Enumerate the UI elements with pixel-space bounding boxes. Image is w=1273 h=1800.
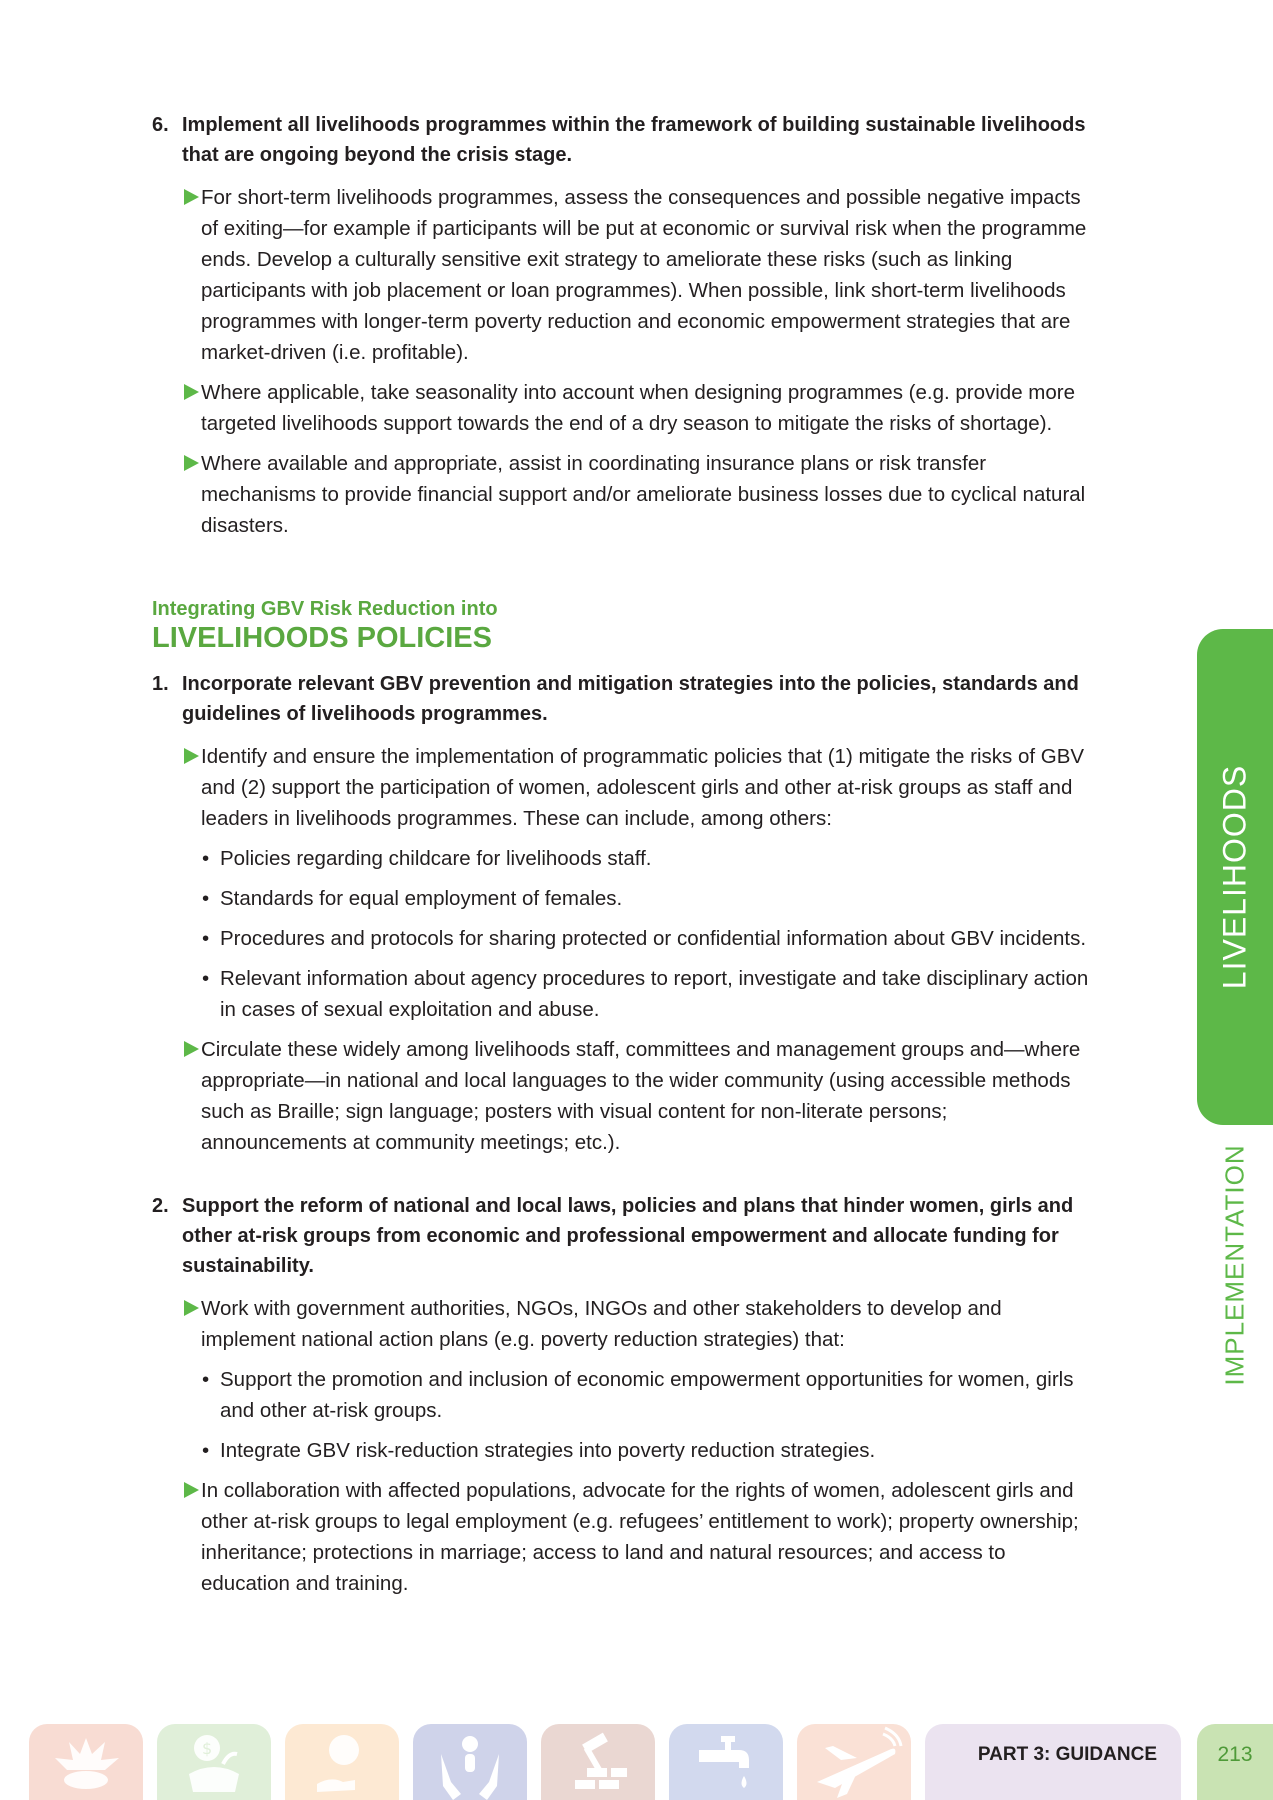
item-number: 6. [152, 114, 169, 136]
footer-part-label [925, 1724, 1181, 1800]
point-text: Work with government authorities, NGOs, INGOs and other stakeholders to develop and implement national action plans (e.g. poverty reduction strategies) that: [201, 1297, 1002, 1351]
bullet-point [152, 1364, 1092, 1426]
bullet-text: Relevant information about agency procedures to report, investigate and take disciplinary action in cases of sexual exploitation and abuse. [220, 967, 1089, 1021]
bullet-text: Procedures and protocols for sharing protected or confidential information about GBV incidents. [220, 927, 1087, 950]
item-heading: Implement all livelihoods programmes within the framework of building sustainable livelihoods that are ongoing beyond the crisis stage. [182, 114, 1086, 166]
bullet-text: Standards for equal employment of females. [220, 887, 623, 910]
item-heading: Incorporate relevant GBV prevention and mitigation strategies into the policies, standards and guidelines of livelihoods programmes. [182, 673, 1079, 725]
svg-text:$: $ [202, 1739, 213, 1758]
section-subtitle: Integrating GBV Risk Reduction into [152, 598, 498, 620]
page-number-box [1197, 1724, 1273, 1800]
bullet-dot: • [202, 1368, 210, 1391]
bullet-text: Integrate GBV risk-reduction strategies into poverty reduction strategies. [220, 1439, 876, 1462]
airplane-icon [797, 1724, 911, 1800]
part-label-text: PART 3: GUIDANCE [977, 1744, 1157, 1765]
side-tab-label: IMPLEMENTATION [1219, 1144, 1250, 1386]
arrow-point [152, 448, 1092, 541]
arrow-point [152, 1475, 1092, 1599]
green-triangle-icon [184, 1300, 199, 1316]
bullet-dot: • [202, 927, 210, 950]
person-food-icon [285, 1724, 399, 1800]
green-triangle-icon [184, 384, 199, 400]
spacer [152, 1167, 1092, 1191]
green-triangle-icon [184, 1041, 199, 1057]
bullet-text: Policies regarding childcare for livelihoods staff. [220, 847, 652, 870]
green-triangle-icon [184, 748, 199, 764]
bullet-point [152, 963, 1092, 1025]
arrow-point [152, 1034, 1092, 1158]
arrow-point [152, 377, 1092, 439]
bullet-point [152, 883, 1092, 914]
bullet-point [152, 1435, 1092, 1466]
point-text: In collaboration with affected populations, advocate for the rights of women, adolescent girls and other at-risk groups to legal employment (e.g. refugees’ entitlement to work); property ownership; inheritance; protections in marriage; access to land and natural resources; and access to education and training. [201, 1479, 1079, 1595]
hands-protection-icon [413, 1724, 527, 1800]
bullet-point [152, 843, 1092, 874]
hammer-bricks-icon [541, 1724, 655, 1800]
item-number: 2. [152, 1195, 169, 1217]
green-triangle-icon [184, 1482, 199, 1498]
numbered-item-1 [152, 669, 1092, 729]
bullet-dot: • [202, 887, 210, 910]
arrow-point [152, 182, 1092, 368]
point-text: Circulate these widely among livelihoods staff, committees and management groups and—where appropriate—in national and local languages to the wider community (using accessible methods such as Braille; sign language; posters with visual content for non-literate persons; announcements at community meetings; etc.). [201, 1038, 1081, 1154]
arrow-point [152, 1293, 1092, 1355]
main-content [152, 110, 1092, 1608]
side-tab-label: LIVELIHOODS [1216, 764, 1253, 990]
side-tab-implementation [1197, 1145, 1273, 1385]
bullet-dot: • [202, 967, 210, 990]
green-triangle-icon [184, 455, 199, 471]
numbered-item-6 [152, 110, 1092, 170]
green-triangle-icon [184, 189, 199, 205]
point-text: Where applicable, take seasonality into account when designing programmes (e.g. provide more targeted livelihoods support towards the end of a dry season to mitigate the risks of shortage). [201, 381, 1076, 435]
bullet-dot: • [202, 1439, 210, 1462]
point-text: For short-term livelihoods programmes, assess the consequences and possible negative impacts of exiting—for example if participants will be put at economic or survival risk when the programme ends. Develop a culturally sensitive exit strategy to ameliorate these risks (such as linking participants with job placement or loan programmes). When possible, link short-term livelihoods programmes with longer-term poverty reduction and economic empowerment strategies that are market-driven (i.e. profitable). [201, 186, 1087, 364]
arrow-point [152, 741, 1092, 834]
point-text: Where available and appropriate, assist in coordinating insurance plans or risk transfer mechanisms to provide financial support and/or ameliorate business losses due to cyclical natural disasters. [201, 452, 1086, 537]
explosion-icon [29, 1724, 143, 1800]
section-title: LIVELIHOODS POLICIES [152, 622, 492, 654]
bullet-dot: • [202, 847, 210, 870]
side-tab-livelihoods [1197, 629, 1273, 1125]
bullet-text: Support the promotion and inclusion of economic empowerment opportunities for women, girls and other at-risk groups. [220, 1368, 1074, 1422]
item-heading: Support the reform of national and local laws, policies and plans that hinder women, girls and other at-risk groups from economic and professional empowerment and allocate funding for sustainability. [182, 1195, 1074, 1277]
point-text: Identify and ensure the implementation of programmatic policies that (1) mitigate the risks of GBV and (2) support the participation of women, adolescent girls and other at-risk groups as staff and leaders in livelihoods programmes. These can include, among others: [201, 745, 1085, 830]
money-bag-icon [157, 1724, 271, 1800]
item-number: 1. [152, 673, 169, 695]
bullet-point [152, 923, 1092, 954]
page-number: 213 [1217, 1743, 1253, 1766]
water-tap-icon [669, 1724, 783, 1800]
numbered-item-2 [152, 1191, 1092, 1281]
